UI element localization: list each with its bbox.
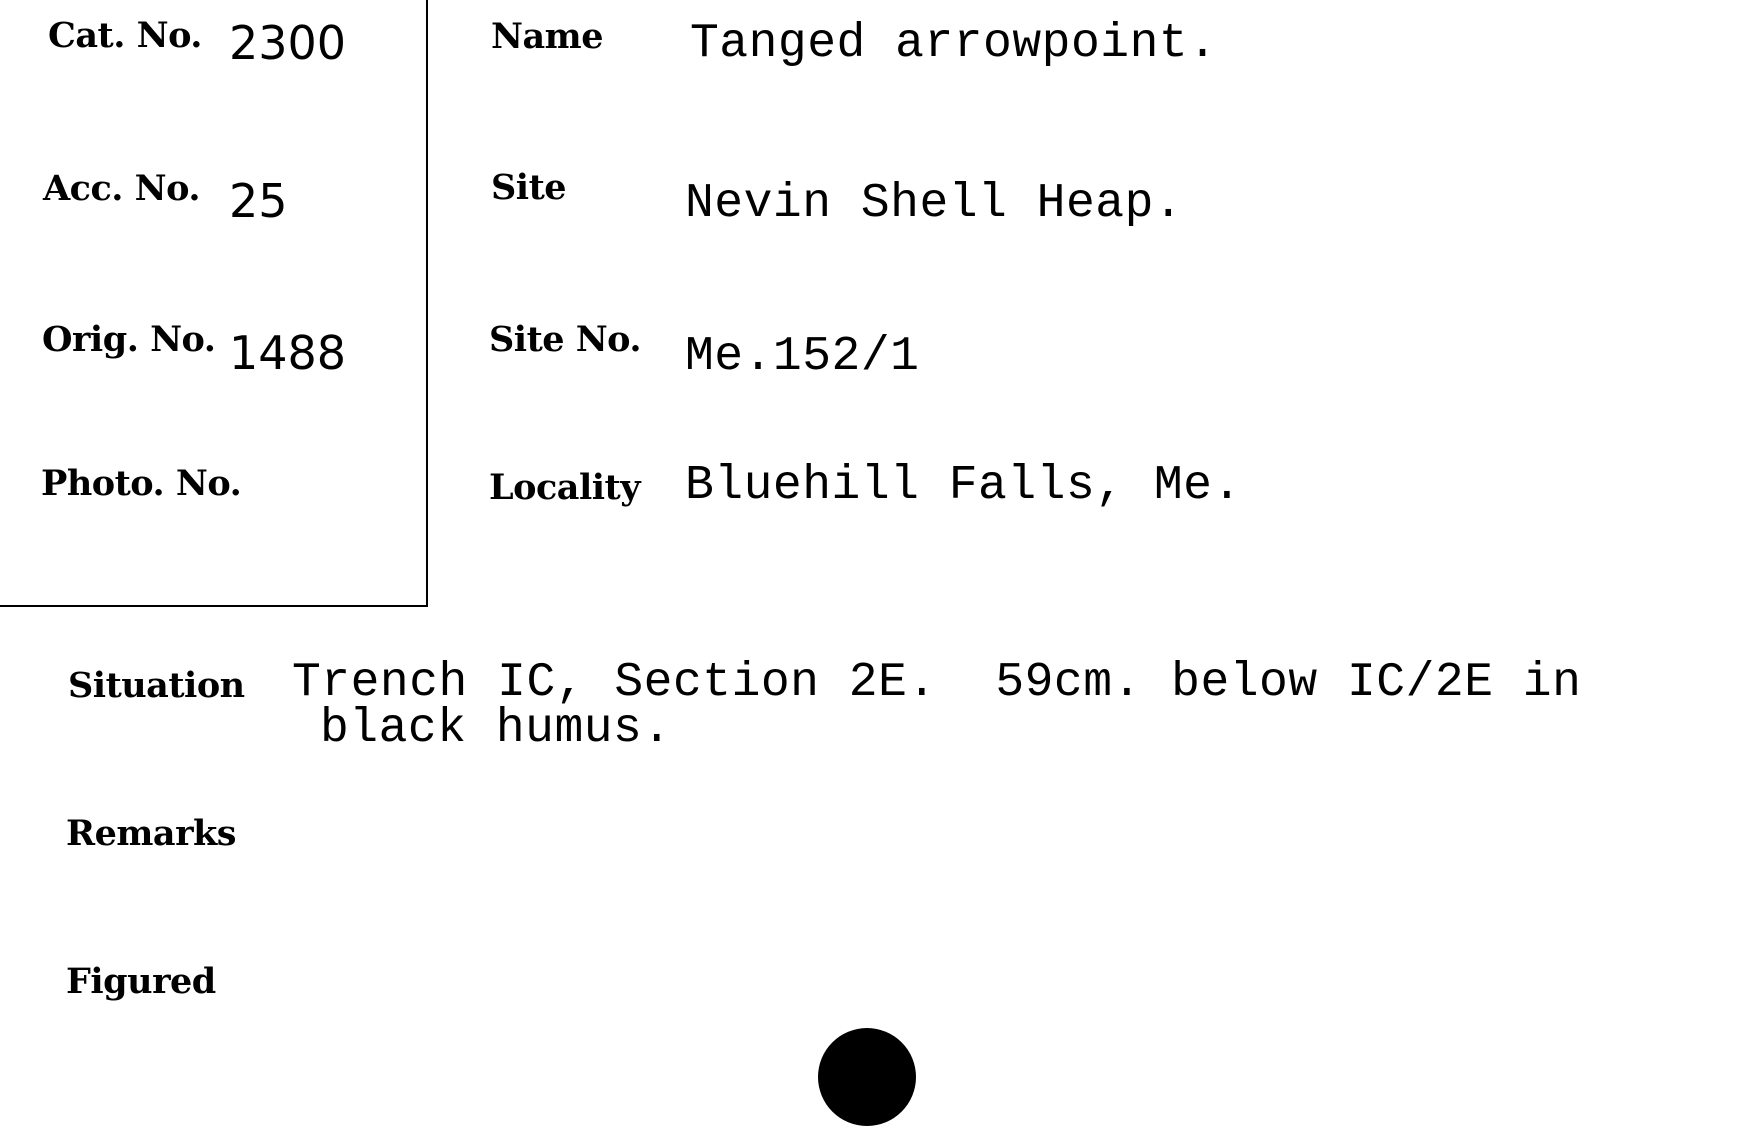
site-label: Site	[491, 167, 567, 208]
id-numbers-box	[0, 0, 428, 607]
orig-no-value: 1488	[229, 326, 347, 380]
situation-line-1: Trench IC, Section 2E. 59cm. below IC/2E in	[292, 656, 1582, 710]
photo-no-label: Photo. No.	[41, 463, 242, 504]
site-value: Nevin Shell Heap.	[685, 177, 1184, 231]
site-no-value: Me.152/1	[685, 330, 920, 384]
punch-hole	[818, 1028, 916, 1126]
situation-label: Situation	[68, 665, 245, 706]
name-value: Tanged arrowpoint.	[690, 17, 1218, 71]
acc-no-value: 25	[229, 174, 288, 228]
name-label: Name	[491, 16, 603, 57]
figured-label: Figured	[66, 961, 216, 1002]
remarks-label: Remarks	[66, 813, 236, 854]
site-no-label: Site No.	[489, 319, 642, 360]
situation-line-2: black humus.	[320, 702, 672, 756]
cat-no-label: Cat. No.	[48, 15, 202, 56]
orig-no-label: Orig. No.	[42, 319, 216, 360]
locality-label: Locality	[489, 467, 641, 508]
cat-no-value: 2300	[229, 16, 347, 70]
acc-no-label: Acc. No.	[43, 168, 201, 209]
locality-value: Bluehill Falls, Me.	[685, 459, 1242, 513]
